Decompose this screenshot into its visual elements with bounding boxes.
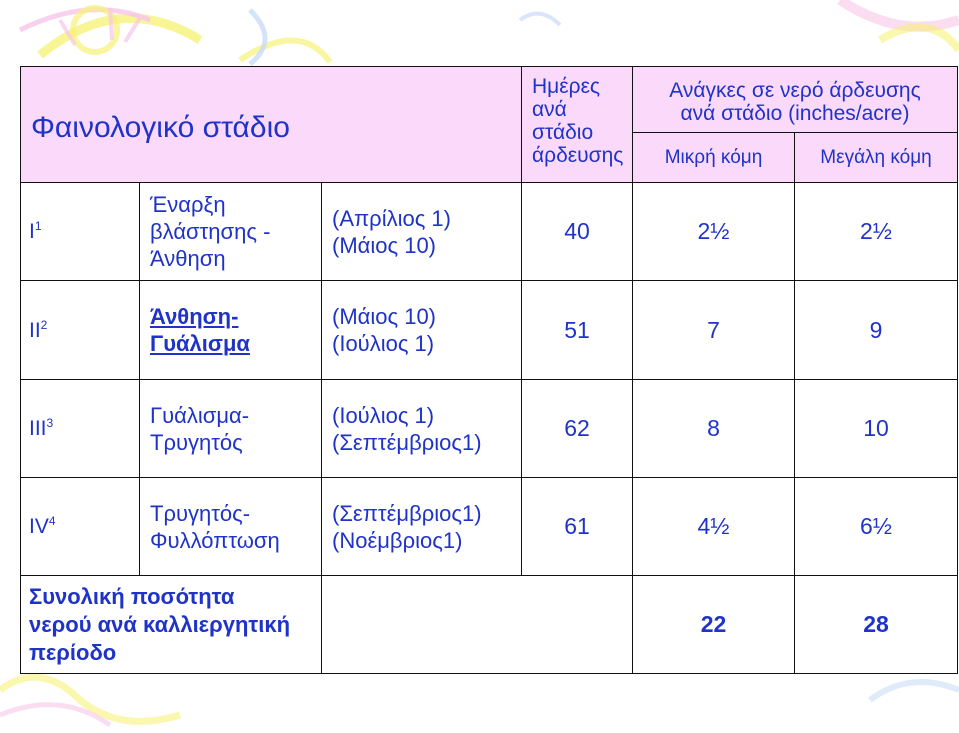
total-large-canopy: 28 <box>795 576 958 674</box>
days-header-line: άρδευσης <box>532 144 624 167</box>
large-canopy-value: 10 <box>795 380 958 478</box>
period-line: (Μάιος 10) <box>332 232 437 258</box>
stage-name-line: Τρυγητός <box>150 429 243 455</box>
stage-number <box>21 183 140 281</box>
days-header-line: ανά <box>532 98 567 121</box>
stage-period <box>322 183 522 281</box>
water-needs-line: ανά στάδιο (inches/acre) <box>680 101 910 125</box>
header-row-top <box>21 67 958 133</box>
stage-numeral: III <box>29 417 47 440</box>
days-header-line: στάδιο <box>532 121 594 144</box>
small-canopy-value: 7 <box>633 281 795 380</box>
stage-superscript: 2 <box>40 317 48 332</box>
stage-name-line: Γυάλισμα <box>150 331 250 356</box>
stage-number <box>21 281 140 380</box>
stage-name-line: Φυλλόπτωση <box>150 527 280 553</box>
period-line: (Νοέμβριος1) <box>332 527 463 553</box>
stage-name-line: Τρυγητός- <box>150 500 251 526</box>
stage-numeral: IV <box>29 515 49 538</box>
stage-period <box>322 380 522 478</box>
large-canopy-value: 6½ <box>795 478 958 576</box>
stage-name-line: Έναρξη <box>150 192 226 217</box>
stage-period <box>322 478 522 576</box>
stage-name-line: Άνθηση- <box>150 304 239 329</box>
stage-numeral: I <box>29 220 35 243</box>
table-row <box>21 183 958 281</box>
stage-number <box>21 380 140 478</box>
total-label-line: νερού ανά καλλιεργητική <box>29 611 291 637</box>
large-canopy-value: 9 <box>795 281 958 380</box>
days-value: 62 <box>522 380 633 478</box>
days-per-stage-header <box>522 67 633 183</box>
period-line: (Σεπτέμβριος1) <box>332 429 482 455</box>
days-value: 61 <box>522 478 633 576</box>
large-canopy-value: 2½ <box>795 183 958 281</box>
period-line: (Ιούλιος 1) <box>332 402 435 428</box>
water-needs-line: Ανάγκες σε νερό άρδευσης <box>669 78 921 102</box>
phenological-stage-title: Φαινολογικό στάδιο <box>21 67 522 183</box>
stage-period <box>322 281 522 380</box>
table-row <box>21 281 958 380</box>
days-header-line: Ημέρες <box>532 75 601 98</box>
small-canopy-value: 2½ <box>633 183 795 281</box>
stage-numeral: II <box>29 318 41 342</box>
period-line: (Σεπτέμβριος1) <box>332 500 482 526</box>
small-canopy-value: 8 <box>633 380 795 478</box>
stage-name <box>140 478 322 576</box>
total-small-canopy: 22 <box>633 576 795 674</box>
water-needs-header <box>633 67 958 133</box>
stage-name-line: Άνθηση <box>150 246 226 271</box>
total-label <box>21 576 322 674</box>
stage-number <box>21 478 140 576</box>
stage-name <box>140 380 322 478</box>
period-line: (Μάιος 10) <box>332 304 437 329</box>
stage-superscript: 4 <box>48 514 56 528</box>
days-value: 51 <box>522 281 633 380</box>
total-empty-cell <box>322 576 633 674</box>
small-canopy-header: Μικρή κόμη <box>633 133 795 183</box>
stage-name-line: Γυάλισμα- <box>150 402 250 428</box>
large-canopy-header: Μεγάλη κόμη <box>795 133 958 183</box>
stage-superscript: 3 <box>46 416 54 430</box>
small-canopy-value: 4½ <box>633 478 795 576</box>
stage-name-line: βλάστησης - <box>150 219 271 244</box>
total-label-line: Συνολική ποσότητα <box>29 583 235 609</box>
total-row <box>21 576 958 674</box>
period-line: (Ιούλιος 1) <box>332 331 435 356</box>
total-label-line: περίοδο <box>29 639 117 665</box>
stage-name <box>140 281 322 380</box>
stage-name <box>140 183 322 281</box>
table-row <box>21 478 958 576</box>
irrigation-table <box>20 66 958 674</box>
table-row <box>21 380 958 478</box>
period-line: (Απρίλιος 1) <box>332 205 451 231</box>
days-value: 40 <box>522 183 633 281</box>
stage-superscript: 1 <box>34 219 42 233</box>
